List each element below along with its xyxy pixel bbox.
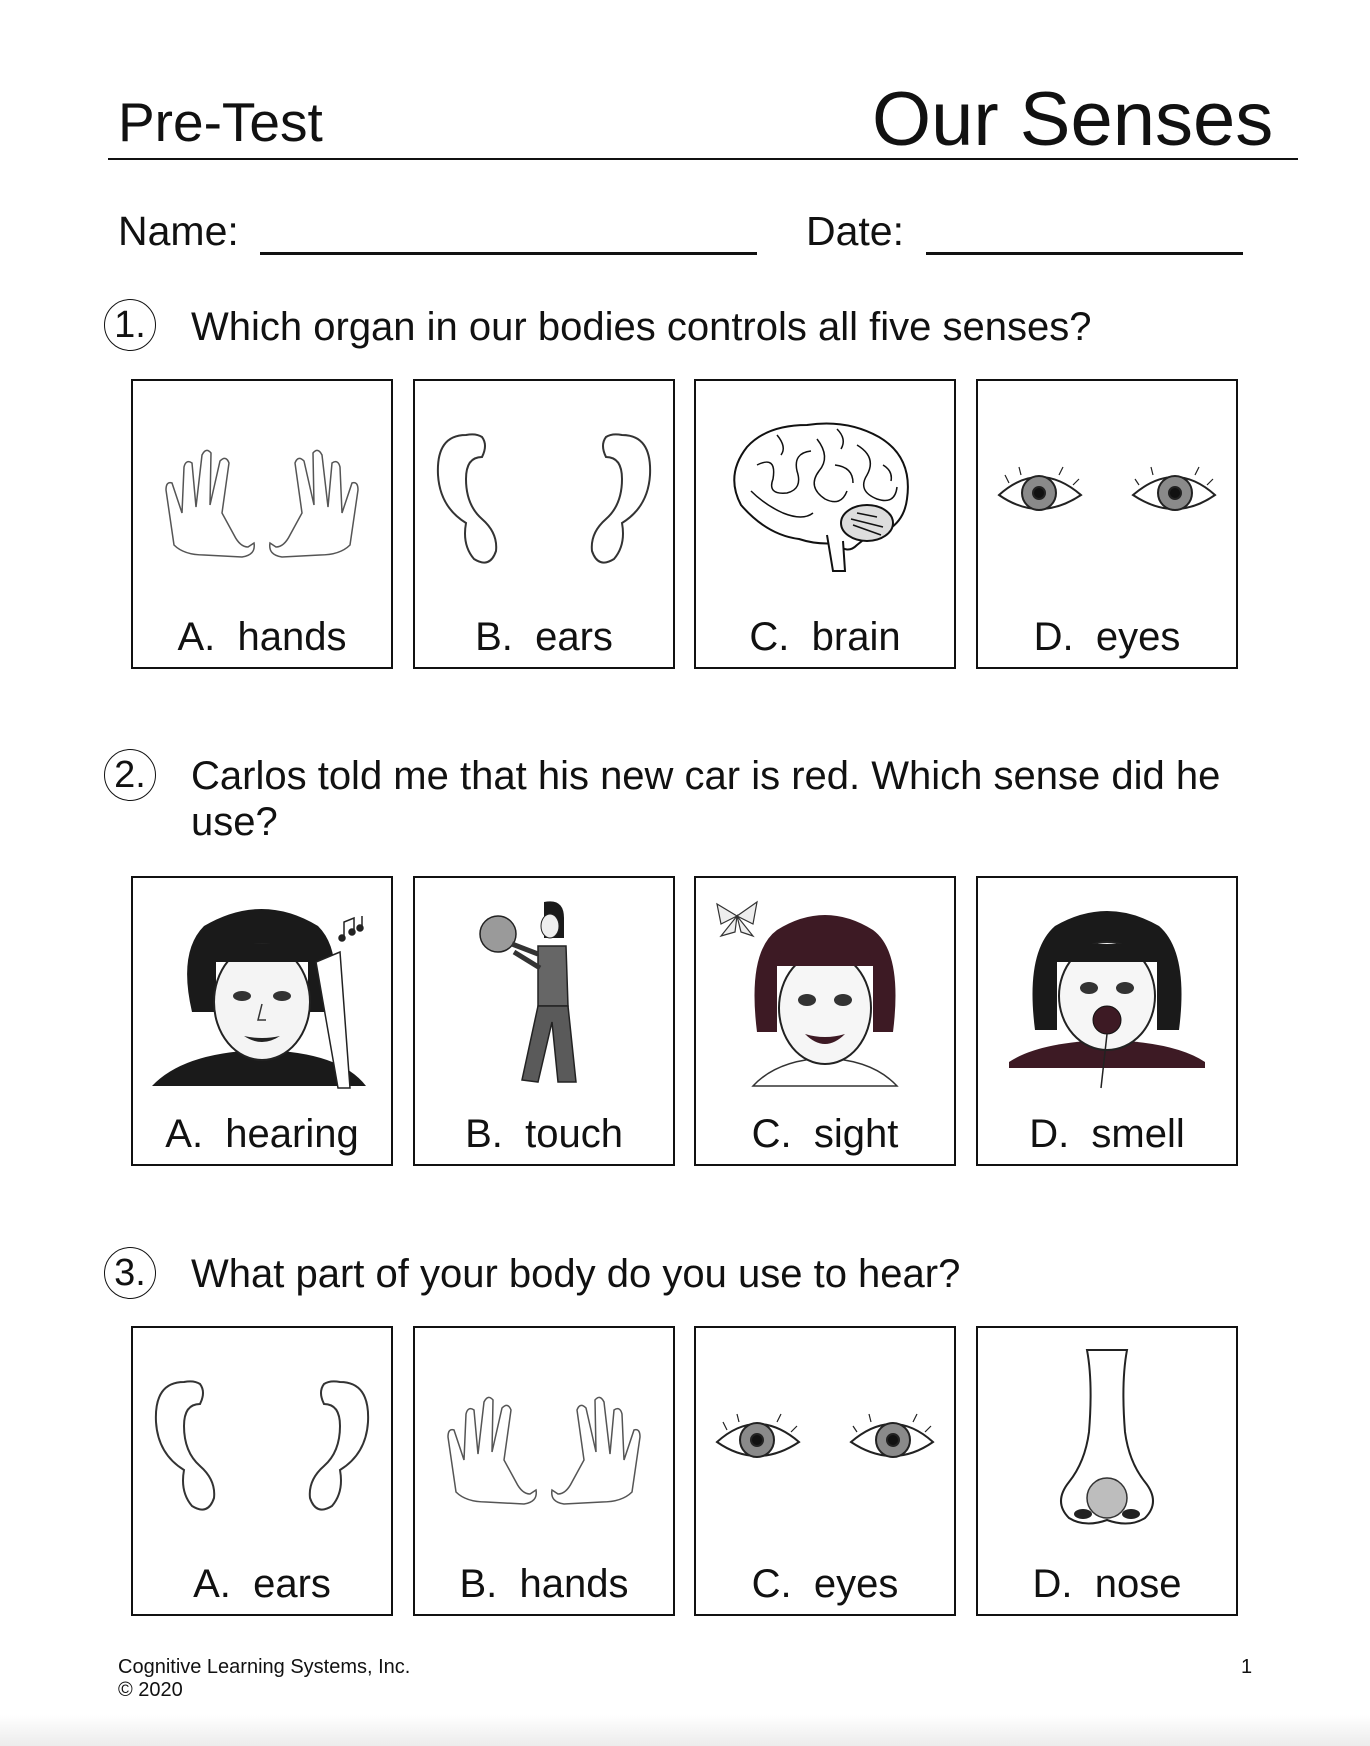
answer-option-2a[interactable] bbox=[131, 876, 393, 1166]
name-label: Name: bbox=[118, 208, 239, 254]
answer-caption: D. smell bbox=[1029, 1112, 1185, 1156]
nose-icon bbox=[989, 1342, 1225, 1542]
answer-caption: D. nose bbox=[1032, 1562, 1182, 1606]
answer-caption: B. hands bbox=[459, 1562, 629, 1606]
hands-icon bbox=[426, 1342, 662, 1542]
question-text-2: Carlos told me that his new car is red. Which sense did he use? bbox=[191, 754, 1221, 844]
answer-option-1d[interactable] bbox=[976, 379, 1238, 669]
ears-icon bbox=[426, 395, 662, 595]
eyes-icon bbox=[989, 395, 1225, 595]
answer-option-3d[interactable] bbox=[976, 1326, 1238, 1616]
answer-caption: B. touch bbox=[465, 1112, 623, 1156]
answer-caption: C. eyes bbox=[751, 1562, 899, 1606]
eyes-icon bbox=[989, 395, 1225, 595]
eyes-icon bbox=[707, 1342, 943, 1542]
date-field[interactable] bbox=[926, 252, 1243, 255]
date-label: Date: bbox=[806, 208, 904, 254]
answer-option-2b[interactable] bbox=[413, 876, 675, 1166]
question-text-1: Which organ in our bodies controls all five senses? bbox=[191, 305, 1092, 349]
footer-company: Cognitive Learning Systems, Inc. bbox=[118, 1656, 411, 1678]
hands-icon bbox=[144, 395, 380, 595]
answer-option-2d[interactable] bbox=[976, 876, 1238, 1166]
girl-hearing-icon bbox=[144, 892, 380, 1092]
footer-copyright: © 2020 bbox=[118, 1679, 183, 1701]
ears-icon bbox=[144, 1342, 380, 1542]
question-text-3: What part of your body do you use to hear? bbox=[191, 1252, 961, 1296]
answer-option-3c[interactable] bbox=[694, 1326, 956, 1616]
ears-icon bbox=[426, 395, 662, 595]
question-number-1: 1. bbox=[104, 299, 156, 351]
answer-caption: A. ears bbox=[193, 1562, 331, 1606]
answer-option-1b[interactable] bbox=[413, 379, 675, 669]
answer-option-3b[interactable] bbox=[413, 1326, 675, 1616]
nose-icon bbox=[989, 1342, 1225, 1542]
question-number-2: 2. bbox=[104, 749, 156, 801]
name-field[interactable] bbox=[260, 252, 757, 255]
answer-caption: A. hearing bbox=[165, 1112, 359, 1156]
brain-icon bbox=[707, 395, 943, 595]
eyes-icon bbox=[707, 1342, 943, 1542]
answer-caption: C. brain bbox=[749, 615, 901, 659]
girl-holding-ball-icon bbox=[426, 892, 662, 1092]
girl-smelling-flower-icon bbox=[989, 892, 1225, 1092]
question-number-3: 3. bbox=[104, 1247, 156, 1299]
page-bottom-edge bbox=[0, 1715, 1370, 1746]
girl-seeing-butterfly-icon bbox=[707, 892, 943, 1092]
girl-smelling-flower-icon bbox=[989, 892, 1225, 1092]
hands-icon bbox=[144, 395, 380, 595]
worksheet-title: Our Senses bbox=[872, 77, 1274, 162]
header-rule bbox=[108, 158, 1298, 160]
page-number: 1 bbox=[1241, 1656, 1253, 1678]
answer-caption: C. sight bbox=[751, 1112, 899, 1156]
girl-seeing-butterfly-icon bbox=[707, 892, 943, 1092]
hands-icon bbox=[426, 1342, 662, 1542]
answer-option-3a[interactable] bbox=[131, 1326, 393, 1616]
answer-caption: B. ears bbox=[475, 615, 613, 659]
girl-holding-ball-icon bbox=[426, 892, 662, 1092]
answer-option-1a[interactable] bbox=[131, 379, 393, 669]
girl-hearing-icon bbox=[144, 892, 380, 1092]
answer-option-1c[interactable] bbox=[694, 379, 956, 669]
answer-option-2c[interactable] bbox=[694, 876, 956, 1166]
ears-icon bbox=[144, 1342, 380, 1542]
answer-caption: A. hands bbox=[177, 615, 347, 659]
pretest-label: Pre-Test bbox=[118, 91, 323, 153]
brain-icon bbox=[707, 395, 943, 595]
answer-caption: D. eyes bbox=[1033, 615, 1181, 659]
